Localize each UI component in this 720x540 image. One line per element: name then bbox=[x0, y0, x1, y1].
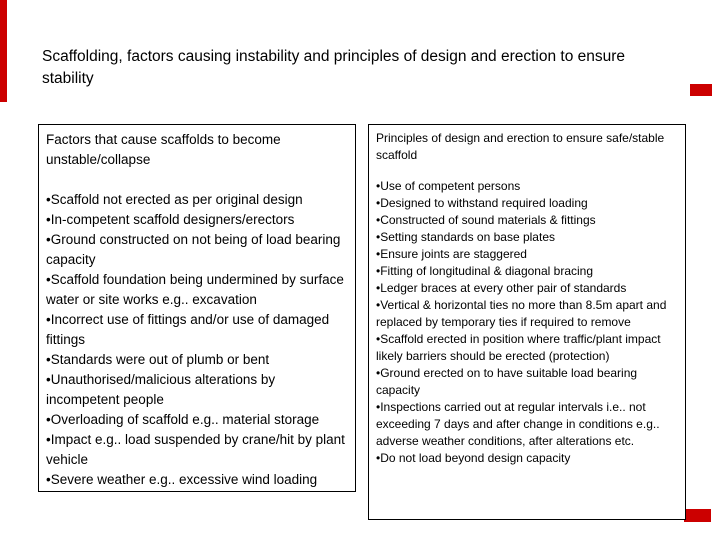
factors-bullet: •Severe weather e.g.. excessive wind loading bbox=[46, 472, 318, 487]
factors-bullet: •Incorrect use of fittings and/or use of damaged fittings bbox=[46, 312, 330, 347]
left-accent-bar bbox=[0, 0, 7, 102]
factors-box bbox=[38, 124, 356, 492]
principles-bullet: •Ensure joints are staggered bbox=[376, 247, 527, 261]
principles-bullet: •Inspections carried out at regular intervals i.e.. not exceeding 7 days and after change in conditions e.g.. adverse weather conditions, after alterations etc. bbox=[376, 400, 660, 448]
principles-bullet: •Constructed of sound materials & fittings bbox=[376, 213, 596, 227]
principles-bullet: •Do not load beyond design capacity bbox=[376, 451, 571, 465]
principles-bullet: •Setting standards on base plates bbox=[376, 230, 555, 244]
slide-title: Scaffolding, factors causing instability and principles of design and erection to ensure stability bbox=[42, 48, 626, 88]
principles-bullet: •Ground erected on to have suitable load bearing capacity bbox=[376, 366, 638, 397]
principles-bullet: •Designed to withstand required loading bbox=[376, 196, 588, 210]
principles-bullet: •Fitting of longitudinal & diagonal bracing bbox=[376, 264, 594, 278]
principles-bullet: •Use of competent persons bbox=[376, 179, 521, 193]
factors-bullet: •Standards were out of plumb or bent bbox=[46, 352, 270, 367]
principles-list bbox=[376, 178, 677, 467]
top-right-accent bbox=[690, 84, 712, 96]
principles-bullet: •Scaffold erected in position where traffic/plant impact likely barriers should be erected (protection) bbox=[376, 332, 661, 363]
factors-list bbox=[46, 190, 347, 490]
factors-bullet: •In-competent scaffold designers/erectors bbox=[46, 212, 295, 227]
factors-bullet: •Scaffold not erected as per original design bbox=[46, 192, 303, 207]
factors-bullet: •Ground constructed on not being of load bearing capacity bbox=[46, 232, 341, 267]
bottom-right-accent bbox=[684, 509, 711, 522]
factors-bullet: •Impact e.g.. load suspended by crane/hit by plant vehicle bbox=[46, 432, 345, 467]
principles-bullet: •Vertical & horizontal ties no more than 8.5m apart and replaced by temporary ties if required to remove bbox=[376, 298, 667, 329]
factors-bullet: •Scaffold foundation being undermined by surface water or site works e.g.. excavation bbox=[46, 272, 344, 307]
principles-box-header: Principles of design and erection to ensure safe/stable scaffold bbox=[376, 131, 665, 162]
factors-bullet: •Overloading of scaffold e.g.. material storage bbox=[46, 412, 320, 427]
factors-box-header: Factors that cause scaffolds to become unstable/collapse bbox=[46, 132, 281, 167]
principles-bullet: •Ledger braces at every other pair of standards bbox=[376, 281, 627, 295]
factors-bullet: •Unauthorised/malicious alterations by incompetent people bbox=[46, 372, 276, 407]
principles-box bbox=[368, 124, 686, 520]
